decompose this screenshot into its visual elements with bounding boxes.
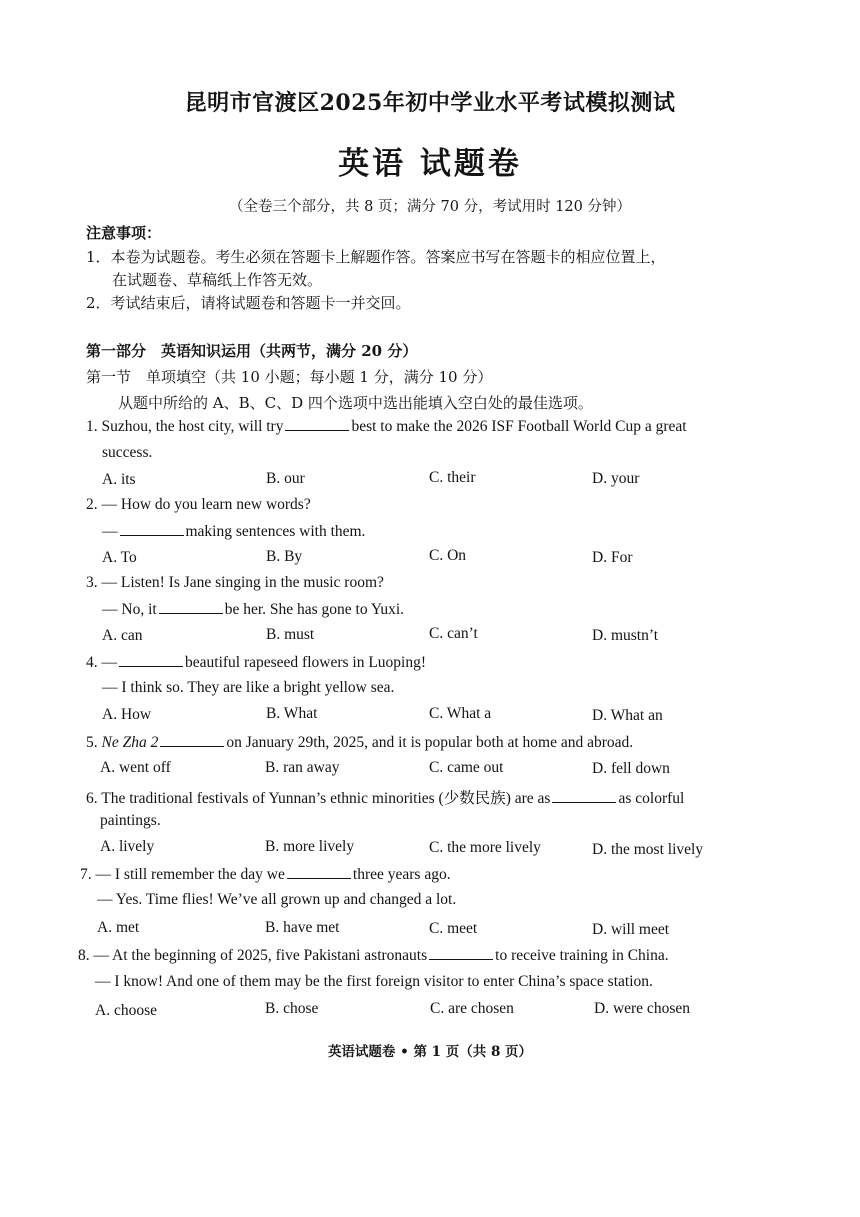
answer-blank [119, 653, 183, 667]
q4-option-b: B. What [266, 705, 318, 722]
question-text: on January 29th, 2025, and it is popular both at home and abroad. [226, 734, 634, 751]
q3-option-d: D. mustn’t [592, 627, 659, 644]
notice-item-2: 2．考试结束后，请将试题卷和答题卡一并交回。 [86, 294, 411, 312]
question-text: — [102, 523, 118, 540]
film-title: Ne Zha 2 [101, 734, 159, 751]
question-1 [86, 417, 687, 436]
question-text: 7. — I still remember the day we [80, 866, 285, 883]
q5-option-c: C. came out [429, 759, 504, 776]
q8-option-d: D. were chosen [594, 1000, 690, 1017]
answer-blank [285, 417, 349, 431]
section1-heading: 第一节 单项填空（共 10 小题；每小题 1 分，满分 10 分） [86, 368, 493, 386]
q7-option-a: A. met [97, 919, 140, 936]
notice-item-1: 1．本卷为试题卷。考生必须在答题卡上解题作答。答案应书写在答题卡的相应位置上， [86, 248, 666, 266]
question-text: to receive training in China. [495, 947, 669, 964]
answer-blank [429, 946, 493, 960]
question-text: 8. — At the beginning of 2025, five Pakistani astronauts [78, 947, 428, 964]
question-7-reply: — Yes. Time flies! We’ve all grown up and changed a lot. [97, 891, 457, 908]
q1-option-c: C. their [429, 469, 476, 486]
question-text: best to make the 2026 ISF Football World Cup a great [351, 418, 687, 435]
q8-option-a: A. choose [95, 1002, 157, 1019]
exam-info: （全卷三个部分，共 8 页；满分 70 分，考试用时 120 分钟） [228, 199, 631, 215]
answer-blank [120, 522, 184, 536]
q2-option-b: B. By [266, 548, 303, 565]
q3-option-a: A. can [102, 627, 143, 644]
q5-option-a: A. went off [100, 759, 171, 776]
q8-option-b: B. chose [265, 1000, 319, 1017]
q1-option-a: A. its [102, 471, 136, 488]
q4-option-c: C. What a [429, 705, 492, 722]
question-6 [86, 786, 684, 808]
q3-option-b: B. must [266, 626, 315, 643]
answer-blank [287, 865, 351, 879]
notice-item-1-cont: 在试题卷、草稿纸上作答无效。 [112, 271, 323, 289]
question-1-cont: success. [102, 444, 153, 461]
question-text: 4. — [86, 654, 117, 671]
question-text: making sentences with them. [185, 523, 366, 540]
q6-option-c: C. the more lively [429, 839, 541, 856]
page-footer: 英语试题卷 • 第 1 页（共 8 页） [327, 1044, 533, 1060]
question-3-answer-line [102, 600, 404, 619]
question-text: be her. She has gone to Yuxi. [224, 601, 405, 618]
answer-blank [552, 789, 616, 803]
question-number: 5. [86, 734, 98, 751]
question-text: three years ago. [352, 866, 451, 883]
q2-option-a: A. To [102, 549, 137, 566]
notice-heading: 注意事项： [86, 224, 162, 242]
exam-title: 昆明市官渡区2025年初中学业水平考试模拟测试 [184, 90, 676, 116]
q7-option-d: D. will meet [592, 921, 670, 938]
question-text: 1. Suzhou, the host city, will try [86, 418, 284, 435]
q3-option-c: C. can’t [429, 625, 478, 642]
q2-option-d: D. For [592, 549, 633, 566]
question-text: beautiful rapeseed flowers in Luoping! [185, 654, 427, 671]
section1-instruction: 从题中所给的 A、B、C、D 四个选项中选出能填入空白处的最佳选项。 [118, 394, 593, 412]
question-text: — No, it [102, 601, 157, 618]
q6-option-a: A. lively [100, 838, 155, 855]
question-text: as colorful [618, 790, 685, 807]
q4-option-a: A. How [102, 706, 152, 723]
q5-option-b: B. ran away [265, 759, 340, 776]
q4-option-d: D. What an [592, 707, 663, 724]
question-2-answer-line [102, 522, 365, 541]
q6-option-b: B. more lively [265, 838, 355, 855]
part1-heading: 第一部分 英语知识运用（共两节，满分 20 分） [86, 342, 418, 360]
question-6-cont: paintings. [100, 812, 161, 829]
q7-option-b: B. have met [265, 919, 340, 936]
question-7 [80, 865, 451, 884]
q7-option-c: C. meet [429, 920, 478, 937]
question-4-reply: — I think so. They are like a bright yellow sea. [102, 679, 395, 696]
question-8 [78, 946, 669, 965]
answer-blank [159, 600, 223, 614]
question-5 [86, 733, 633, 752]
q2-option-c: C. On [429, 547, 467, 564]
q1-option-d: D. your [592, 470, 640, 487]
q6-option-d: D. the most lively [592, 841, 704, 858]
question-3: 3. — Listen! Is Jane singing in the music room? [86, 574, 384, 591]
question-2: 2. — How do you learn new words? [86, 496, 311, 513]
exam-subtitle: 英语 试题卷 [338, 146, 522, 182]
answer-blank [160, 733, 224, 747]
q8-option-c: C. are chosen [430, 1000, 514, 1017]
q5-option-d: D. fell down [592, 760, 670, 777]
question-4 [86, 653, 426, 672]
question-text: 6. The traditional festivals of Yunnan’s ethnic minorities (少数民族) are as [86, 790, 551, 807]
question-8-reply: — I know! And one of them may be the first foreign visitor to enter China’s space station. [95, 973, 653, 990]
q1-option-b: B. our [266, 470, 305, 487]
